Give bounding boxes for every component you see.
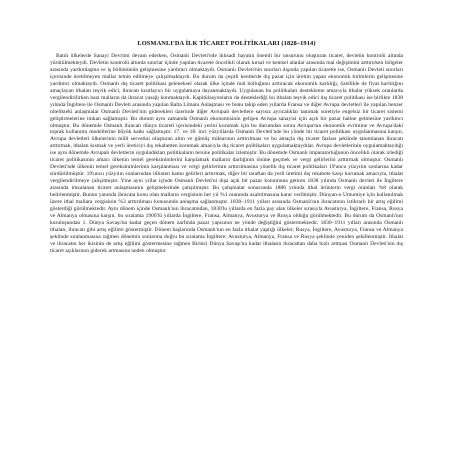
document-body-paragraph: Batılı ülkelerde Sanayi Devrimi devam ederken, Osmanlı Devleti'nde iktisadi hayatın önemli bir unsurunu oluşturan ticaret, devletin kontrolü altında yürütülmekteydi. Devletin kontrolü altında sınırlar içinde yapılan ticarete öncelikli olarak kırsal ve kentsel alanlar arasında mal değişimini arttırırken bölgeler arasında yardımlaşma ve iş bölümünün gelişmesine yardımcı olmaktaydı. Osmanlı Devleti'nin sınırları dışında yapılan ticarette ise, Osmanlı Devleti sınırları içerisinde üretilmeyen mallar temin edilmeye çalışılmaktaydı. Bu durum da çeşitli kentlerde dış pazar için üretim yapan ekonomik birimlerin gelişmesine yardımcı olmaktaydı. Osmanlı dış ticaret politikası geleneksel olarak ülke içinde mal bolluğunu arttıracak ekonomik karlılığı, özellikle de fiyat karlılığını amaçlayan ithalatı teşvik edici, ihracatı kısıtlayıcı bir uygulamaya dayanmaktaydı. Uygulanan bu politikaları destekleme amacıyla ithalat yüksek oranlarda vergilendirilirken bazı malların da ihracat yasağı konmaktaydı. Kapitülasyonların da desteklediği bu ithalatı teşvik edici dış ticaret politikası ise birlikte 1838 yılında İngiltere ile Osmanlı Devleti arasında yapılan Balta Limanı Anlaşması ve bunu takip eden yıllarda Fransa ve diğer Avrupa devletleri ile yapılan benzer nitelikteki anlaşmalar Osmanlı Devleti'nin giderekleri üzerinde diğer Avrupalı devletlere sayısız ayrıcalıklar tanımak suretiyle engelsiz bir ticaret sistemi geliştirmelerine imkan sağlamıştır. Bu durum aynı zamanda Osmanlı ekonomisinin gelişen Avrupa sanayisi için açık bir pazar haline gelmesine yardımcı olmuştur. Bu dönemde Osmanlı ihracatı dünya ticareti içerisindeki yerini korumak için bu durumdan sonra Avrupa'nın ekonomik evrimine ve Avrupa'daki toprak kullanımı modellerine büyük katkı sağlamıştır. 17. ve 18. inci yüzyıllarda Osmanlı Devleti'nde bu yönde bir ticaret politikası uygulanmasına karşın, Avrupa devletleri ülkelerinin milli servetini oluşturan altın ve gümüş miktarının arttırılması ve bu amaçla dış ticaret fazlası şeklinde tanımlanan ihracatı arttırmak, ithalatı kısmak ve yerli üreticiyi dış rekabetten korumak amacıyla dış ticaret politikaları uygulamaktaydılar. Avrupa devletlerinin uygulamaktaydığı ise aynı dönemde Avrupalı devletlerin uyguladıkları politikaların tersine politikalar izlemiştir. Bu dönemde Osmanlı imparatorluğunun öncelikli olarak izlediği ticaret politikasının amacı ülkenin temel gereksinimlerini karşılamak malların darlığının önüne geçmek ve vergi gelirlerini arttırmak olmuştur. Osmanlı Devleti'nde ülkenin temel gereksinimlerinin karşılanması ve vergi gelirlerinin arttırılmasına yönelik dış ticaret politikaları 19'uncu yüzyılın sonlarına kadar sürdürülmüştür. 19'uncu yüzyılın sonlarından itibaren kamu gelirleri arttırmak, diğer bir taraftan da yerli üretimi dış rekabete karşı korumak amacıyla, ithalat vergilendirilmeye çalışılmıştır. Yine aynı yıllar içinde Osmanlı Devleti'ni dışa açık bir pazar konumuna getiren 1838 yılında Osmanlı devleti ile İngiltere arasında imzalanan ticaret anlaşmasının gelişmelerinde çalışılmıştır. Bu çalışmalar sonucunda 1886 yılında ithal ürünlerin vergi oranları %8 olarak belirlenmiştir. Bunun yanında ihracata konu olan malların vergisinin her yıl %1 oranında azaltılmasına karar verilmiştir. Dünyan-u Umumiye için kullanılmak üzere ithal mallara vergisinin %3 arttırılması konusunda anlaşma sağlanmıştır. 1830–1911 yılları arasında Osmanlı'nın ihracatının istikrarlı bir artış eğilimi gösterdiği görülmektedir. Aynı dönem içinde Osmanlı'nın ihracatından, 1830'lu yıllarda en fazla pay alan ülkeler sırasıyla Avusturya, İngiltere, Fransa, Rusya ve Almanya olmasına karşın, bu sıralama 1900'lü yıllarda İngiltere, Fransa, Almanya, Avusturya ve Rusya olduğu görülmektedir. Bu durum da Osmanlı'nın kuruluşundan 1. Dünya Savaşı'na kadar geçen dönem zarfında pazar yapısının ne yönde değiştiğini göstermektedir. 1830–1911 yılları arasında Osmanlı ithalatı, ihracatı gibi artış eğilimi göstermiştir. Dönem başlarında Osmanlı'nın en fazla ithalat yaptığı ülkeler; Rusya, İngiltere, Avusturya, Fransa ve Almanya şeklinde sıralanmasına rağmen dönemin sonlarına doğru bu sıralama İngiltere; Avusturya, Almanya, Fransa ve Rusya şeklinde yeniden şekillenmiştir. İthalat ve ihracatın her ikisinin de artış eğilimi göstermesine rağmen Birinci Dünya Savaşı'na kadar ithalatın ihracattan daha hızlı artması Osmanlı Devleti'nin dış ticaret açıklarının giderek artmasına neden olmuştur.: [50, 53, 403, 254]
document-title: I.OSMANLI'DA İLK TİCARET POLİTİKALARI (1828–1914): [137, 40, 316, 47]
